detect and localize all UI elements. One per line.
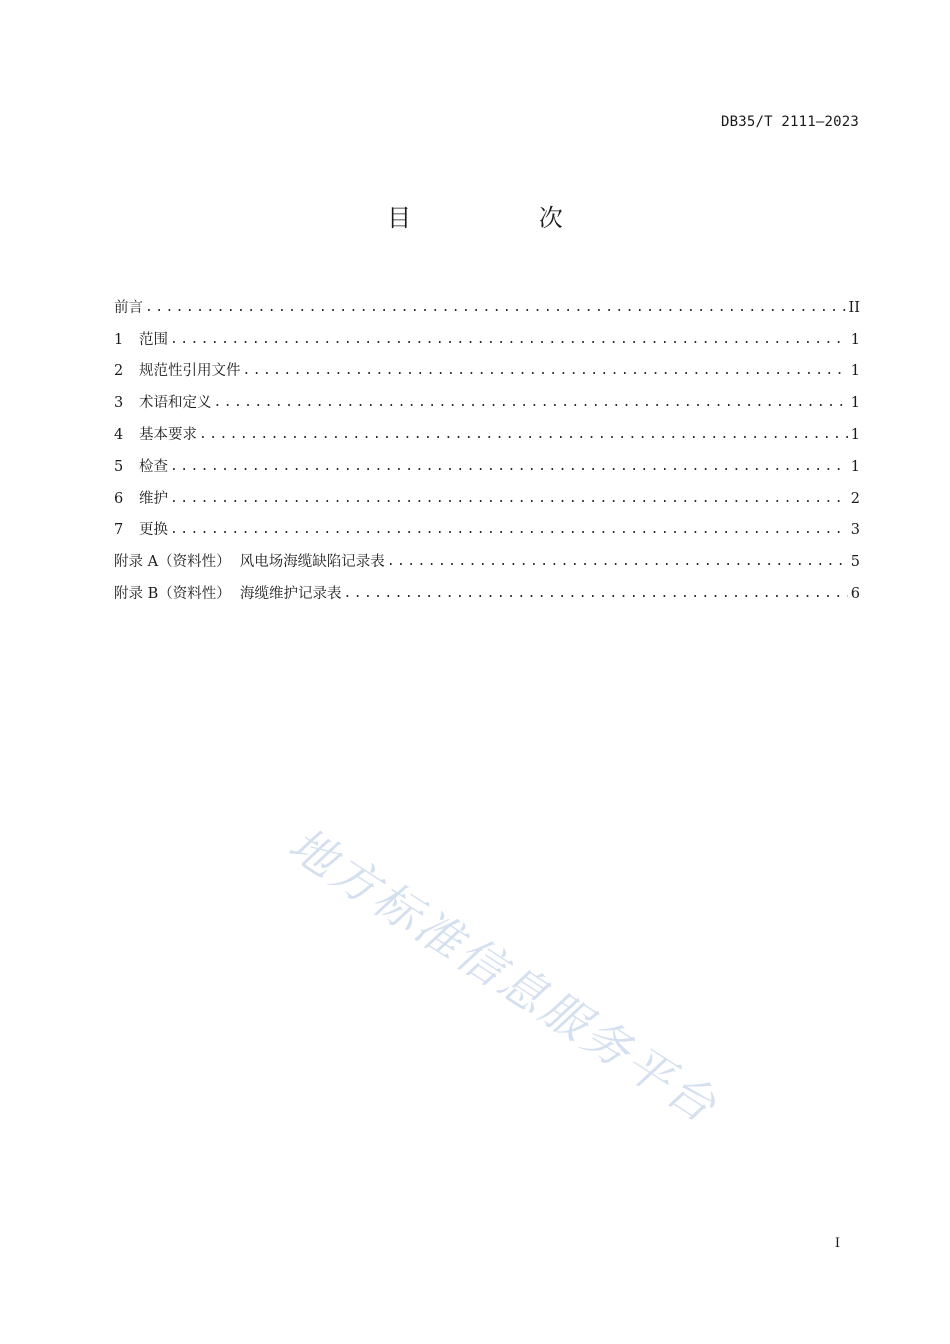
toc-item-label: 术语和定义 [139,395,212,412]
toc-item-foreword[interactable] [114,287,860,319]
toc-leader-dots [341,583,848,605]
toc-leader-dots [168,329,848,351]
toc-item-label: 前言 [114,299,143,316]
toc-item-number: 4 [114,426,124,443]
page-number: I [834,1236,840,1251]
toc-item-replacement[interactable] [114,510,860,542]
toc-item-label: 更换 [139,522,168,539]
toc-item-number: 7 [114,522,124,539]
toc-item-number: 3 [114,395,124,412]
toc-leader-dots [197,424,848,446]
document-code: DB35/T 2111—2023 [720,114,859,130]
toc-item-label: 附录 A（资料性） 风电场海缆缺陷记录表 [114,554,385,571]
toc-item-label: 附录 B（资料性） 海缆维护记录表 [114,585,342,602]
toc-leader-dots [241,360,849,382]
toc-item-page: 5 [850,554,860,571]
toc-leader-dots [168,488,848,510]
table-of-contents [114,287,860,605]
toc-item-page: 1 [850,331,860,348]
toc-item-page: 3 [850,522,860,539]
toc-leader-dots [385,551,848,573]
toc-leader-dots [168,519,848,541]
toc-item-label: 基本要求 [139,426,197,443]
toc-item-number: 1 [114,331,124,348]
toc-item-label: 规范性引用文件 [139,363,241,380]
toc-title: 目 次 [387,204,623,232]
toc-item-appendix-b[interactable] [114,573,860,605]
toc-leader-dots [143,297,848,319]
toc-item-number: 6 [114,490,124,507]
toc-item-page: 1 [850,395,860,412]
toc-item-number: 2 [114,363,124,380]
toc-item-page: 2 [850,490,860,507]
toc-item-label: 检查 [139,458,168,475]
toc-item-page: 1 [850,426,860,443]
toc-item-scope[interactable] [114,319,860,351]
toc-leader-dots [168,456,848,478]
toc-item-number: 5 [114,458,124,475]
watermark-text: 地方标准信息服务平台 [279,816,729,1135]
toc-item-label: 范围 [139,331,168,348]
toc-item-appendix-a[interactable] [114,541,860,573]
watermark [196,816,729,1295]
toc-item-page: 1 [850,458,860,475]
toc-item-page: II [848,299,860,316]
toc-leader-dots [212,392,849,414]
toc-item-page: 1 [850,363,860,380]
toc-item-inspection[interactable] [114,446,860,478]
toc-item-terms-definitions[interactable] [114,382,860,414]
toc-item-page: 6 [850,585,860,602]
toc-item-basic-requirements[interactable] [114,414,860,446]
toc-item-normative-references[interactable] [114,351,860,383]
toc-item-maintenance[interactable] [114,478,860,510]
toc-item-label: 维护 [139,490,168,507]
